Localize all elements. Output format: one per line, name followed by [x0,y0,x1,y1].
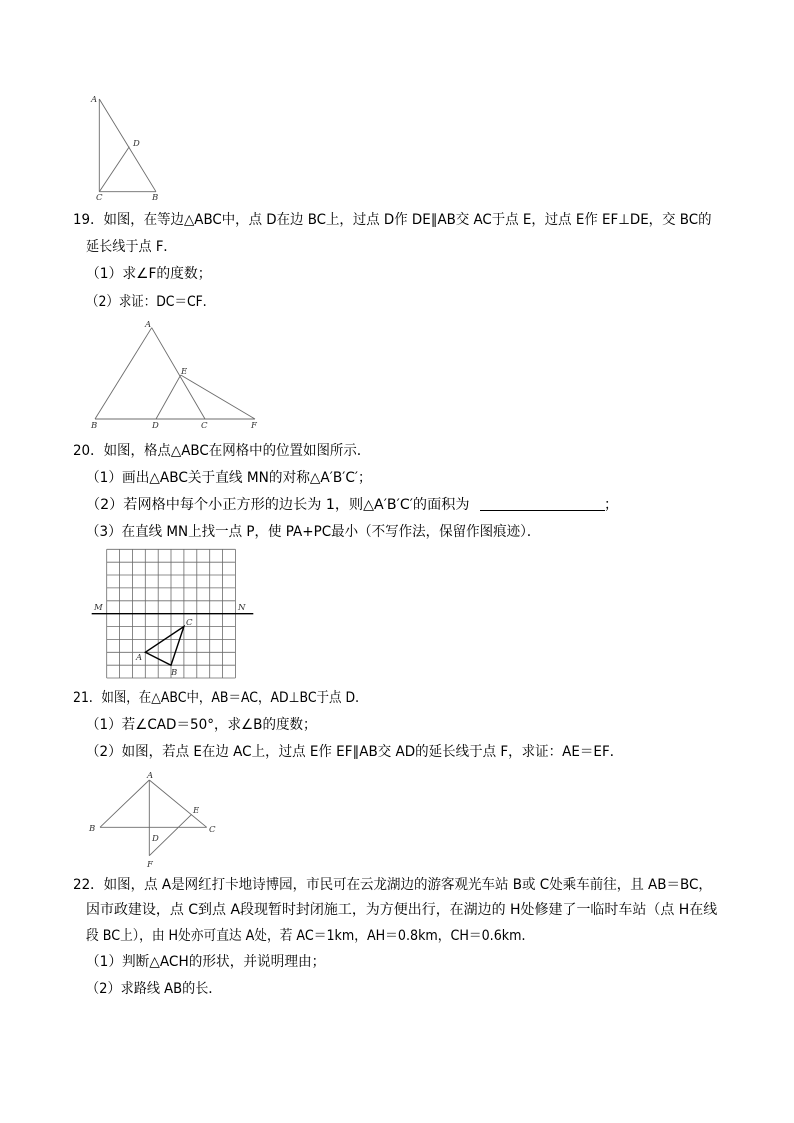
q22-part-2: （2）求路线 AB的长． [86,981,222,997]
vertex-label-d: D [133,139,140,149]
figure-q19-equilateral-triangle [85,318,265,433]
q19-part-1: （1）求∠F的度数； [86,266,212,282]
q19-stem-line-1: 19．如图，在等边△ABC中，点 D在边 BC上，过点 D作 DE∥AB交 AC于点 E，过点 E作 EF⊥DE，交 BC的 [73,212,712,228]
figure-q18-right-triangle [85,90,170,205]
vertex-label-b: B [89,824,96,834]
vertex-label-d: D [152,421,159,431]
segment-de [156,375,181,419]
vertex-label-f: F [147,860,153,870]
line-label-m: M [94,603,103,613]
q22-stem-line-1: 22．如图，点 A是网红打卡地诗博园，市民可在云龙湖边的游客观光车站 B或 C处乘车前往，且 AB＝BC， [73,877,712,893]
vertex-label-c: C [96,193,103,203]
vertex-label-a: A [136,653,143,663]
q20-part-2: （2）若网格中每个小正方形的边长为 1，则△A′B′C′的面积为 [86,497,470,513]
q22-stem-line-3: 段 BC上），由 H处亦可直达 A处，若 AC＝1km，AH＝0.8km，CH＝0.6km． [86,928,535,944]
vertex-label-b: B [152,193,159,203]
q22-stem-line-2: 因市政建设，点 C到点 A段现暂时封闭施工，为方便出行，在湖边的 H处修建了一临时车站（点 H在线 [86,902,718,918]
q20-part-2-suffix: ； [604,497,618,513]
vertex-label-d: D [152,834,159,844]
vertex-label-a: A [147,771,154,781]
vertex-label-c: C [201,421,208,431]
vertex-label-e: E [193,806,200,816]
vertex-label-a: A [145,320,152,330]
vertex-label-c: C [209,825,216,835]
q19-stem-line-2: 延长线于点 F． [86,239,177,255]
segment-cd [99,147,129,192]
figure-q21-isosceles-triangle [85,770,220,870]
q20-part-1: （1）画出△ABC关于直线 MN的对称△A′B′C′； [86,470,372,486]
answer-blank [480,510,605,511]
segment-ab [100,780,149,827]
line-label-n: N [238,603,246,613]
segment-ab [99,99,156,192]
segment-ab [95,328,152,419]
vertex-label-e: E [181,367,188,377]
q21-part-1: （1）若∠CAD＝50°，求∠B的度数； [86,717,317,733]
q21-stem: 21．如图，在△ABC中，AB＝AC，AD⊥BC于点 D． [73,690,368,706]
q20-part-3: （3）在直线 MN上找一点 P，使 PA+PC最小（不写作法，保留作图痕迹）． [86,524,541,540]
segment-ac [152,328,205,419]
vertex-label-b: B [171,668,178,678]
q20-stem: 20．如图，格点△ABC在网格中的位置如图所示． [73,443,371,459]
vertex-label-a: A [91,95,98,105]
vertex-label-c: C [186,618,193,628]
q19-part-2: （2）求证：DC＝CF． [86,294,216,310]
q22-part-1: （1）判断△ACH的形状，并说明理由； [86,954,326,970]
segment-ac [149,780,206,827]
q21-part-2: （2）如图，若点 E在边 AC上，过点 E作 EF∥AB交 AD的延长线于点 F，求证：AE＝EF． [86,744,624,760]
vertex-label-b: B [91,421,98,431]
vertex-label-f: F [251,421,257,431]
figure-q20-grid [88,545,258,683]
triangle-abc [145,627,184,666]
